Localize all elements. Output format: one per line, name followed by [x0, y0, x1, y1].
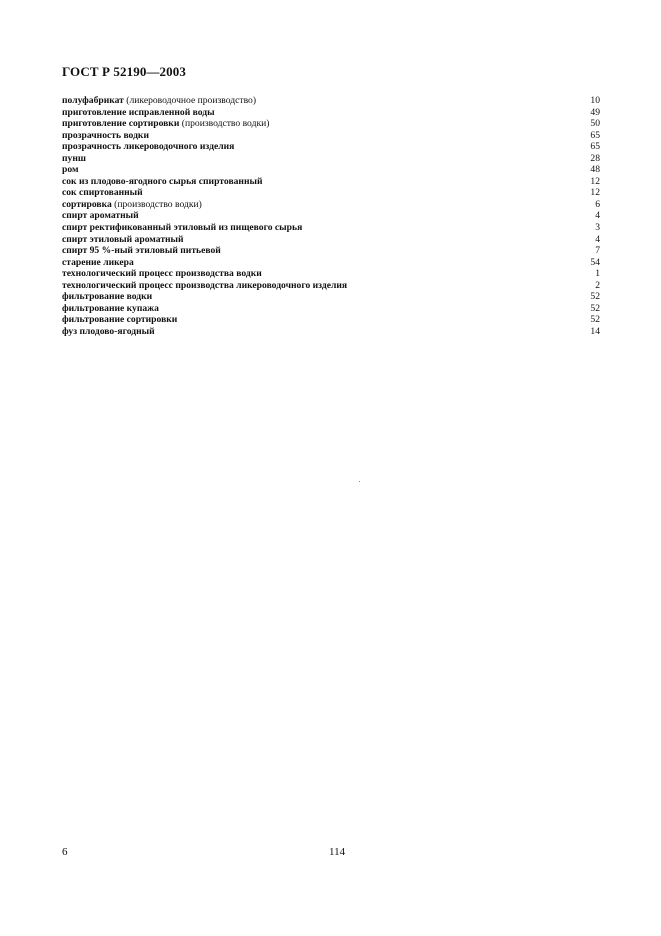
- index-entry-text: [62, 257, 134, 269]
- index-entry: [62, 187, 600, 199]
- index-page-ref: 6: [595, 198, 600, 210]
- index-page-ref: 49: [590, 106, 600, 118]
- index-entry-text: [62, 107, 215, 119]
- index-entry-text: [62, 199, 202, 211]
- index-page-ref: 52: [590, 314, 600, 326]
- index-entry-text: [62, 141, 234, 153]
- index-entry-text: [62, 245, 221, 257]
- index-entry-text: [62, 210, 139, 222]
- index-term: приготовление исправленной воды: [62, 106, 215, 118]
- index-term: старение ликера: [62, 256, 134, 268]
- index-entry: [62, 118, 600, 130]
- index-term: приготовление сортировки: [62, 118, 180, 130]
- index-page-ref: 52: [590, 291, 600, 303]
- index-page-ref: 4: [595, 233, 600, 245]
- index-page-ref: 65: [590, 129, 600, 141]
- index-page-ref: 48: [590, 164, 600, 176]
- index-page-ref: 52: [590, 302, 600, 314]
- index-page-ref: 1: [595, 268, 600, 280]
- index-qualifier: (производство водки): [111, 198, 202, 210]
- index-entry: [62, 107, 600, 119]
- index-entry-text: [62, 268, 262, 280]
- index-page-ref: 12: [590, 175, 600, 187]
- index-page-ref: 2: [595, 279, 600, 291]
- index-entry-text: [62, 234, 184, 246]
- index-entry: [62, 268, 600, 280]
- scan-speck: [359, 481, 360, 482]
- index-entry-text: [62, 280, 347, 292]
- index-term: спирт ректификованный этиловый из пищевого сырья: [62, 222, 303, 234]
- index-entry-text: [62, 314, 177, 326]
- index-term: спирт 95 %-ный этиловый питьевой: [62, 245, 221, 257]
- index-entry: [62, 291, 600, 303]
- index-entry-text: [62, 222, 302, 234]
- index-term: фильтрование сортировки: [62, 314, 178, 326]
- index-entry-text: [62, 130, 149, 142]
- index-term: ром: [62, 164, 79, 176]
- index-term: фуз плодово-ягодный: [62, 325, 155, 337]
- term-index: [62, 95, 600, 337]
- index-entry: [62, 245, 600, 257]
- index-page-ref: 10: [590, 95, 600, 106]
- index-page-ref: 28: [590, 152, 600, 164]
- index-entry: [62, 176, 600, 188]
- index-page-ref: 3: [595, 222, 600, 234]
- index-term: сортировка: [62, 198, 112, 210]
- index-qualifier: (ликероводочное производство): [123, 95, 257, 106]
- standard-code: ГОСТ Р 52190—2003: [62, 64, 186, 79]
- index-entry: [62, 234, 600, 246]
- index-entry: [62, 164, 600, 176]
- index-entry: [62, 314, 600, 326]
- index-term: спирт ароматный: [62, 210, 139, 222]
- document-header: [62, 64, 186, 80]
- index-page-ref: 7: [595, 245, 600, 257]
- index-entry: [62, 280, 600, 292]
- index-page-ref: 14: [590, 325, 600, 337]
- index-term: прозрачность водки: [62, 129, 149, 141]
- index-entry: [62, 153, 600, 165]
- index-entry-text: [62, 326, 155, 338]
- index-term: фильтрование купажа: [62, 302, 159, 314]
- index-term: прозрачность ликероводочного изделия: [62, 141, 235, 153]
- index-entry-text: [62, 118, 269, 130]
- index-entry-text: [62, 291, 152, 303]
- index-term: фильтрование водки: [62, 291, 153, 303]
- index-page-ref: 12: [590, 187, 600, 199]
- index-entry: [62, 130, 600, 142]
- index-term: технологический процесс производства водки: [62, 268, 262, 280]
- index-entry: [62, 222, 600, 234]
- index-term: технологический процесс производства ликероводочного изделия: [62, 279, 348, 291]
- index-term: сок спиртованный: [62, 187, 143, 199]
- index-entry-text: [62, 303, 159, 315]
- index-term: спирт этиловый ароматный: [62, 233, 184, 245]
- index-entry-text: [62, 153, 86, 165]
- index-term: пунш: [62, 152, 86, 164]
- index-entry-text: [62, 187, 143, 199]
- index-entry: [62, 257, 600, 269]
- index-entry: [62, 303, 600, 315]
- index-entry: [62, 210, 600, 222]
- footer-page-number-left: 6: [62, 846, 68, 858]
- index-page-ref: 4: [595, 210, 600, 222]
- index-term: полуфабрикат: [62, 95, 124, 106]
- index-entry-text: [62, 176, 263, 188]
- index-entry: [62, 141, 600, 153]
- index-entry-text: [62, 95, 256, 107]
- index-term: сок из плодово-ягодного сырья спиртованный: [62, 175, 263, 187]
- index-page-ref: 65: [590, 141, 600, 153]
- index-page-ref: 54: [590, 256, 600, 268]
- index-qualifier: (производство водки): [179, 118, 270, 130]
- index-entry: [62, 199, 600, 211]
- index-page-ref: 50: [590, 118, 600, 130]
- index-entry: [62, 95, 600, 107]
- index-entry: [62, 326, 600, 338]
- footer-page-number-center: 114: [329, 846, 346, 858]
- index-entry-text: [62, 164, 79, 176]
